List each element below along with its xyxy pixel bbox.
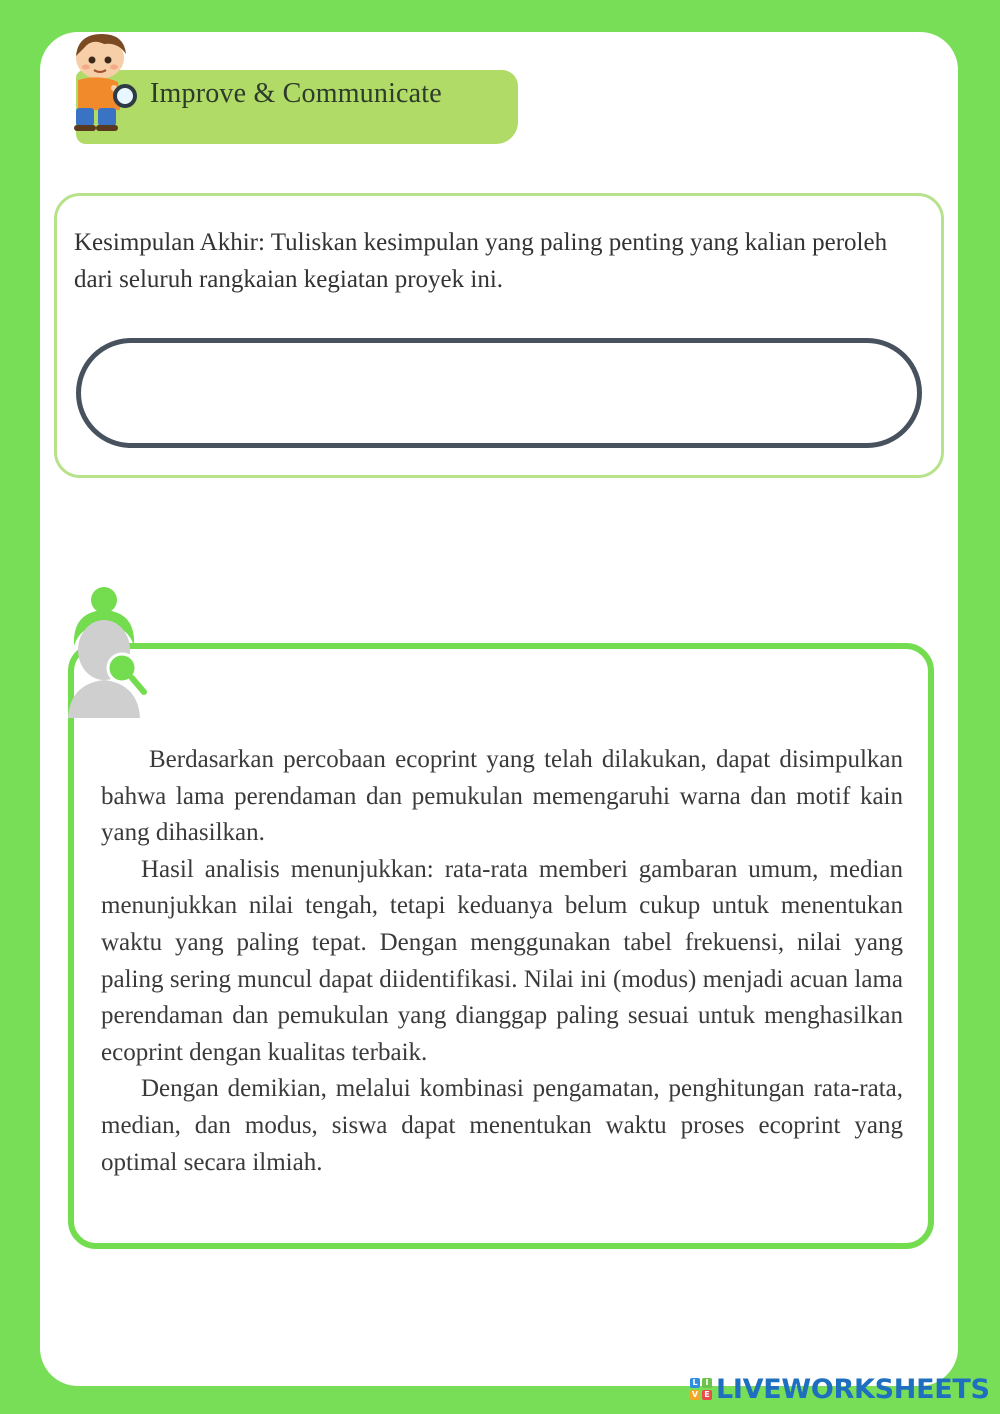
woman-silhouette-magnifier-icon — [58, 584, 154, 720]
conclusion-paragraph: Berdasarkan percobaan ecoprint yang telah dilakukan, dapat disimpulkan bahwa lama perendaman dan pemukulan memengaruhi warna dan motif kain yang dihasilkan. — [101, 746, 903, 847]
logo-letter: V — [691, 1390, 699, 1399]
logo-text: LIVEWORKSHEETS — [716, 1373, 990, 1405]
logo-letter: E — [702, 1390, 712, 1400]
answer-input[interactable] — [76, 338, 922, 448]
logo-mark-icon — [690, 1378, 712, 1400]
conclusion-paragraph: Hasil analisis menunjukkan: rata-rata memberi gambaran umum, median menunjukkan nilai tengah, tetapi keduanya belum cukup untuk menentukan waktu yang paling tepat. Dengan menggunakan tabel frekuensi, nilai yang paling sering muncul dapat diidentifikasi. Nilai ini (modus) menjadi acuan lama perendaman dan pemukulan yang dianggap paling sesuai untuk menghasilkan ecoprint dengan kualitas terbaik. — [101, 855, 903, 1066]
logo-letter: I — [702, 1378, 712, 1388]
boy-with-magnifier-icon — [48, 28, 144, 140]
liveworksheets-logo[interactable] — [690, 1372, 990, 1406]
logo-letter: L — [690, 1378, 700, 1388]
question-text: Kesimpulan Akhir: Tuliskan kesimpulan yang paling penting yang kalian peroleh dari seluruh rangkaian kegiatan proyek ini. — [74, 229, 888, 293]
conclusion-paragraph: Dengan demikian, melalui kombinasi pengamatan, penghitungan rata-rata, median, dan modus, siswa dapat menentukan waktu proses ecoprint yang optimal secara ilmiah. — [101, 1075, 903, 1176]
conclusion-text — [101, 742, 903, 1181]
section-title: Improve & Communicate — [150, 78, 442, 109]
